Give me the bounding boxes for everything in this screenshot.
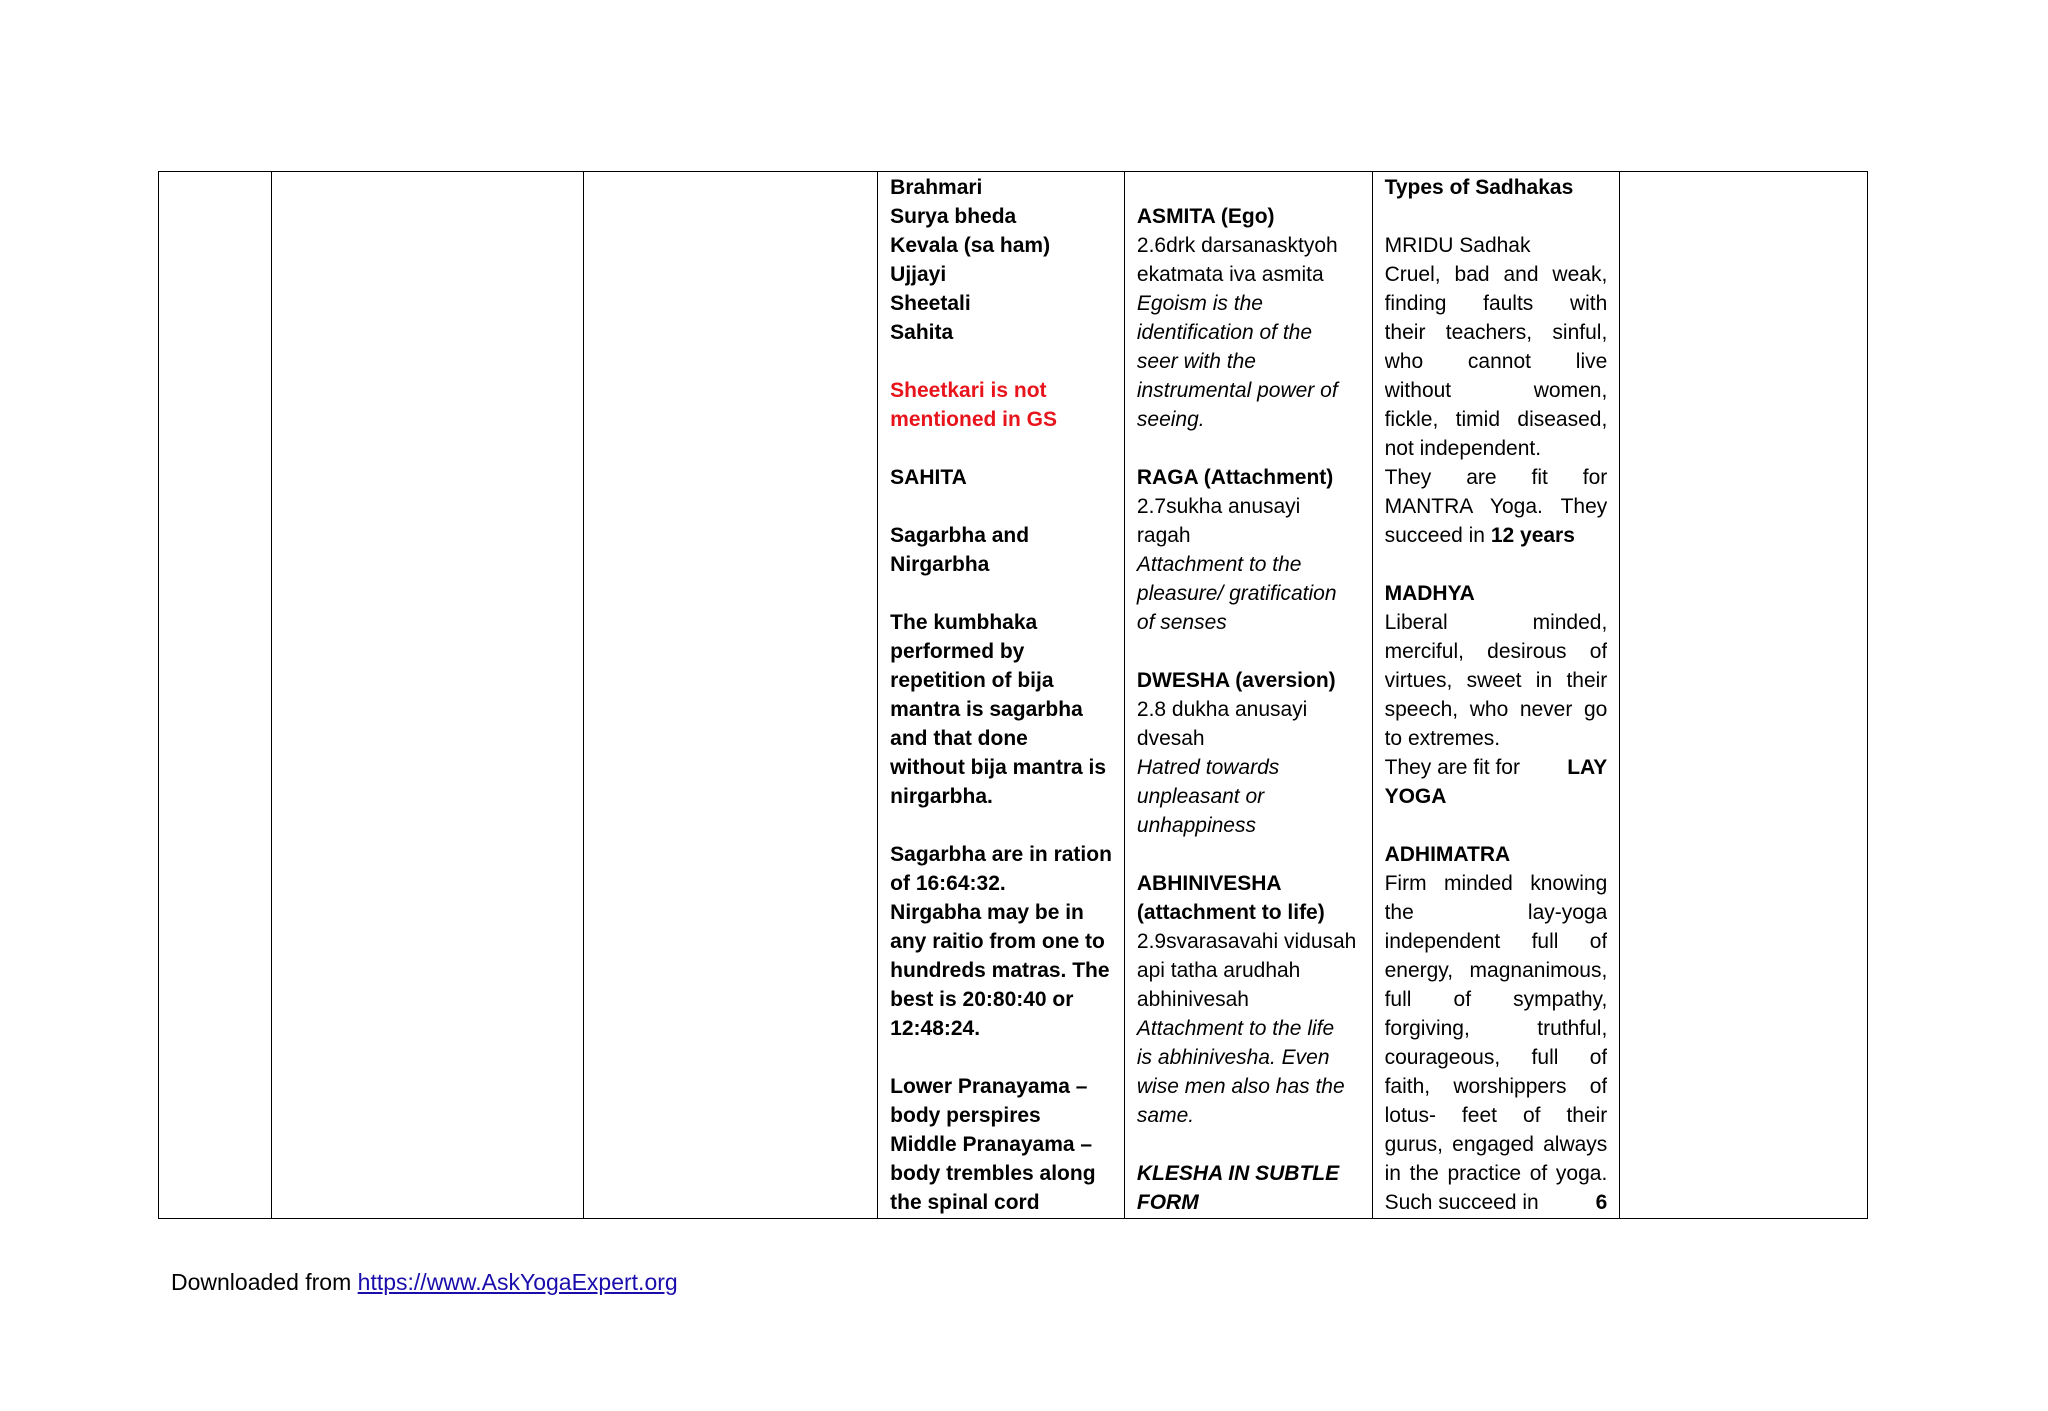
text-line: Sagarbha and (890, 524, 1030, 547)
content-table (158, 171, 1868, 1219)
text-line: of 16:64:32. (890, 872, 1006, 895)
sutra-line: dvesah (1136, 727, 1205, 750)
blank-line (1385, 811, 1608, 840)
text-line: energy, magnanimous, (1384, 959, 1608, 982)
text-line: fickle, timid diseased, (1384, 408, 1608, 431)
red-note-line: mentioned in GS (890, 408, 1058, 431)
text-line: MANTRA Yoga. They (1384, 495, 1608, 518)
text-span: succeed in (1384, 524, 1491, 547)
section-heading: ASMITA (Ego) (1136, 205, 1275, 228)
translation-line: wise men also has the (1136, 1075, 1345, 1098)
text-line: Sheetali (890, 292, 971, 315)
section-heading: DWESHA (aversion) (1136, 669, 1336, 692)
table-column-7 (1620, 172, 1867, 1218)
section-heading: FORM (1136, 1191, 1199, 1214)
text-line: any raitio from one to (890, 930, 1105, 953)
emphasis-span: LAY (1567, 756, 1608, 779)
sutra-line: abhinivesah (1136, 988, 1249, 1011)
sutra-line: ragah (1136, 524, 1191, 547)
text-line: who cannot live (1384, 350, 1608, 373)
text-line: nirgarbha. (890, 785, 993, 808)
section-heading: ADHIMATRA (1384, 843, 1511, 866)
sutra-line: ekatmata iva asmita (1136, 263, 1324, 286)
text-line: courageous, full of (1384, 1046, 1608, 1069)
download-footer (171, 1268, 678, 1297)
pranayama-cell (890, 173, 1112, 1217)
text-line: Cruel, bad and weak, (1384, 263, 1608, 286)
text-span: They are fit for (1384, 756, 1520, 779)
blank-line (890, 492, 1112, 521)
section-heading: RAGA (Attachment) (1136, 466, 1334, 489)
text-line (1385, 521, 1608, 550)
table-column-klesha (1125, 172, 1373, 1218)
text-line: their teachers, sinful, (1384, 321, 1608, 344)
section-heading: SAHITA (890, 466, 967, 489)
text-line: Middle Pranayama – (890, 1133, 1093, 1156)
translation-line: is abhinivesha. Even (1136, 1046, 1330, 1069)
text-line: the spinal cord (890, 1191, 1040, 1214)
text-line: Nirgarbha (890, 553, 990, 576)
text-line: not independent. (1384, 437, 1542, 460)
translation-line: seeing. (1136, 408, 1205, 431)
text-line: Firm minded knowing (1384, 872, 1608, 895)
translation-line: of senses (1136, 611, 1227, 634)
text-line: Kevala (sa ham) (890, 234, 1051, 257)
sadhakas-cell (1385, 173, 1608, 1217)
text-line: Nirgabha may be in (890, 901, 1084, 924)
text-line: mantra is sagarbha (890, 698, 1083, 721)
text-line: the lay-yoga (1384, 901, 1608, 924)
blank-line (890, 1043, 1112, 1072)
blank-line (1137, 637, 1360, 666)
blank-line (1137, 173, 1360, 202)
blank-line (890, 347, 1112, 376)
text-line: full of sympathy, (1384, 988, 1608, 1011)
sutra-line: api tatha arudhah (1136, 959, 1301, 982)
section-heading: (attachment to life) (1136, 901, 1325, 924)
translation-line: Hatred towards (1136, 756, 1280, 779)
text-line: body trembles along (890, 1162, 1096, 1185)
sutra-line: 2.8 dukha anusayi (1136, 698, 1308, 721)
translation-line: same. (1136, 1104, 1195, 1127)
text-line: Brahmari (890, 176, 983, 199)
footer-prefix: Downloaded from (171, 1269, 358, 1295)
text-line (1385, 753, 1608, 782)
text-line: performed by (890, 640, 1025, 663)
text-line: to extremes. (1384, 727, 1501, 750)
translation-line: seer with the (1136, 350, 1256, 373)
text-line: without women, (1384, 379, 1608, 402)
text-line: virtues, sweet in their (1384, 669, 1608, 692)
translation-line: unpleasant or (1136, 785, 1265, 808)
text-line: without bija mantra is (890, 756, 1107, 779)
text-line: 12:48:24. (890, 1017, 981, 1040)
text-line: faith, worshippers of (1384, 1075, 1608, 1098)
text-line: Sahita (890, 321, 954, 344)
text-line: They are fit for (1384, 466, 1608, 489)
table-column-pranayama (878, 172, 1125, 1218)
blank-line (1385, 550, 1608, 579)
red-note-line: Sheetkari is not (890, 379, 1047, 402)
table-column-2 (272, 172, 584, 1218)
translation-line: unhappiness (1136, 814, 1256, 837)
text-line: finding faults with (1384, 292, 1608, 315)
text-line: merciful, desirous of (1384, 640, 1608, 663)
blank-line (1137, 434, 1360, 463)
sutra-line: 2.9svarasavahi vidusah (1136, 930, 1357, 953)
text-line: body perspires (890, 1104, 1041, 1127)
text-line: Lower Pranayama – (890, 1075, 1088, 1098)
text-line (1385, 1188, 1608, 1217)
translation-line: instrumental power of (1136, 379, 1338, 402)
blank-line (890, 579, 1112, 608)
text-line: Sagarbha are in ration (890, 843, 1112, 866)
text-line: gurus, engaged always (1384, 1133, 1608, 1156)
sutra-line: 2.7sukha anusayi (1136, 495, 1301, 518)
emphasis-span: 12 years (1490, 524, 1575, 547)
translation-line: Egoism is the (1136, 292, 1263, 315)
translation-line: Attachment to the (1136, 553, 1302, 576)
source-link[interactable]: https://www.AskYogaExpert.org (357, 1269, 678, 1295)
sutra-line: 2.6drk darsanasktyoh (1136, 234, 1338, 257)
section-heading: MADHYA (1384, 582, 1475, 605)
text-line: and that done (890, 727, 1028, 750)
text-line: speech, who never go (1384, 698, 1608, 721)
blank-line (890, 434, 1112, 463)
text-line: repetition of bija (890, 669, 1054, 692)
blank-line (1385, 202, 1608, 231)
blank-line (1137, 1130, 1360, 1159)
text-line: lotus- feet of their (1384, 1104, 1608, 1127)
text-line: YOGA (1384, 785, 1447, 808)
text-line: MRIDU Sadhak (1384, 234, 1531, 257)
klesha-cell (1137, 173, 1360, 1217)
section-heading: ABHINIVESHA (1136, 872, 1282, 895)
text-span: Such succeed in (1384, 1191, 1539, 1214)
emphasis-span: 6 (1595, 1191, 1608, 1214)
text-line: hundreds matras. The (890, 959, 1110, 982)
table-column-sadhakas (1373, 172, 1621, 1218)
section-heading: KLESHA IN SUBTLE (1136, 1162, 1340, 1185)
text-line: forgiving, truthful, (1384, 1017, 1608, 1040)
text-line: best is 20:80:40 or (890, 988, 1074, 1011)
translation-line: Attachment to the life (1136, 1017, 1335, 1040)
text-line: Surya bheda (890, 205, 1017, 228)
text-line: Ujjayi (890, 263, 947, 286)
table-column-1 (159, 172, 272, 1218)
text-line: The kumbhaka (890, 611, 1038, 634)
blank-line (1137, 840, 1360, 869)
text-line: independent full of (1384, 930, 1608, 953)
text-line: in the practice of yoga. (1384, 1162, 1608, 1185)
table-column-3 (584, 172, 879, 1218)
translation-line: pleasure/ gratification (1136, 582, 1337, 605)
text-line: Liberal minded, (1384, 611, 1608, 634)
translation-line: identification of the (1136, 321, 1313, 344)
section-heading: Types of Sadhakas (1384, 176, 1574, 199)
blank-line (890, 811, 1112, 840)
